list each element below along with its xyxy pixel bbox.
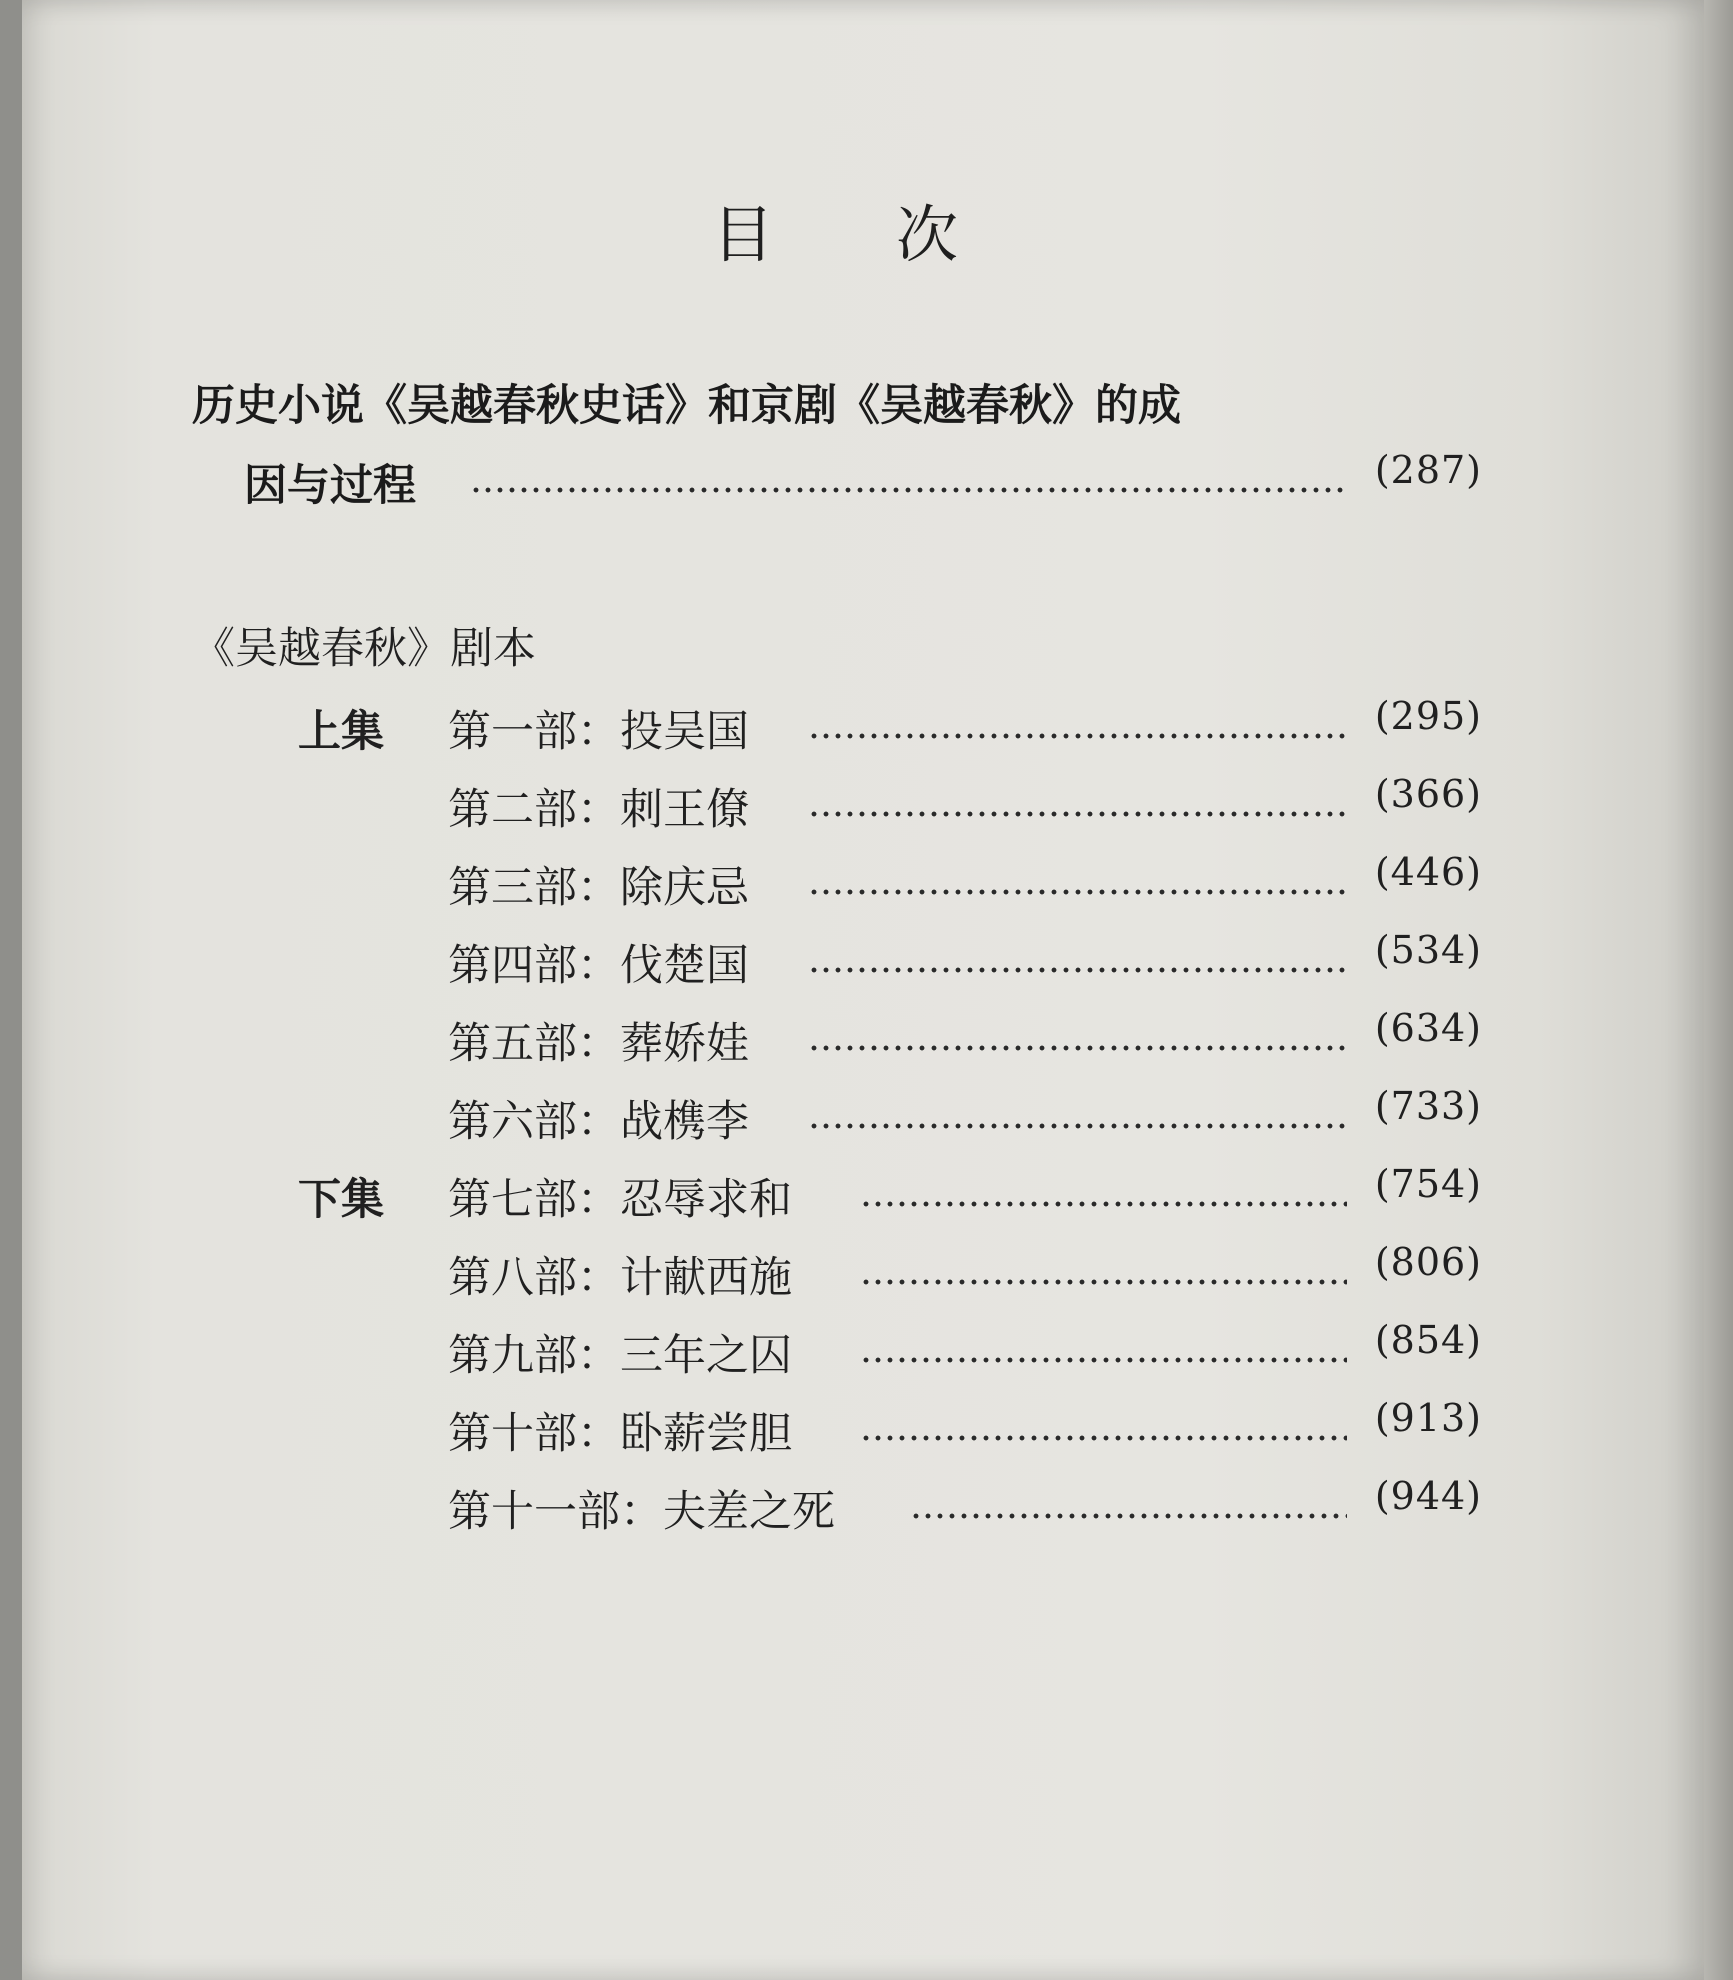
dot-leader: [910, 1512, 1347, 1520]
toc-entry-4: [22, 928, 1482, 996]
toc-entry-9: [22, 1318, 1482, 1386]
page-number: (854): [1374, 1318, 1482, 1362]
page-number: (634): [1374, 1006, 1482, 1050]
essay-title-line-2: 因与过程: [244, 461, 416, 511]
page-number: (806): [1374, 1240, 1482, 1284]
toc-entry-7: [22, 1162, 1482, 1230]
part-title: 第八部：计献西施: [448, 1253, 792, 1303]
volume-label-upper: 上集: [298, 707, 384, 757]
dot-leader: [808, 810, 1347, 818]
part-title: 第九部：三年之囚: [448, 1331, 792, 1381]
dot-leader: [808, 888, 1347, 896]
dot-leader: [808, 732, 1347, 740]
page-number: (733): [1374, 1084, 1482, 1128]
dot-leader: [808, 1122, 1347, 1130]
part-title: 第四部：伐楚国: [448, 941, 749, 991]
toc-entry-2: [22, 772, 1482, 840]
toc-entry-5: [22, 1006, 1482, 1074]
toc-entry-6: [22, 1084, 1482, 1152]
dot-leader: [860, 1200, 1347, 1208]
part-title: 第十一部：夫差之死: [448, 1487, 835, 1537]
title-char-1: 目: [712, 198, 775, 271]
page-number: (366): [1374, 772, 1482, 816]
page-number: (913): [1374, 1396, 1482, 1440]
part-title: 第十部：卧薪尝胆: [448, 1409, 792, 1459]
part-title: 第二部：刺王僚: [448, 785, 749, 835]
dot-leader: [808, 1044, 1347, 1052]
dot-leader: [470, 486, 1347, 494]
dot-leader: [860, 1278, 1347, 1286]
book-page: [22, 0, 1704, 1980]
page-number: (754): [1374, 1162, 1482, 1206]
part-title: 第一部：投吴国: [448, 707, 749, 757]
dot-leader: [808, 966, 1347, 974]
title-char-2: 次: [896, 198, 959, 271]
essay-title-line-1: 历史小说《吴越春秋史话》和京剧《吴越春秋》的成: [192, 381, 1181, 431]
page-number: (287): [1374, 448, 1482, 492]
page-edge-shadow: [1704, 0, 1733, 1980]
volume-label-lower: 下集: [298, 1175, 384, 1225]
part-title: 第三部：除庆忌: [448, 863, 749, 913]
dot-leader: [860, 1434, 1347, 1442]
page-number: (295): [1374, 694, 1482, 738]
toc-entry-3: [22, 850, 1482, 918]
toc-entry-10: [22, 1396, 1482, 1464]
page-title: [712, 185, 958, 274]
page-number: (944): [1374, 1474, 1482, 1518]
part-title: 第五部：葬娇娃: [448, 1019, 749, 1069]
page-number: (534): [1374, 928, 1482, 972]
part-title: 第六部：战槜李: [448, 1097, 749, 1147]
toc-entry-11: [22, 1474, 1482, 1542]
part-title: 第七部：忍辱求和: [448, 1175, 792, 1225]
section-title: 《吴越春秋》剧本: [192, 624, 536, 674]
essay-entry: [22, 448, 1482, 516]
page-number: (446): [1374, 850, 1482, 894]
toc-entry-8: [22, 1240, 1482, 1308]
dot-leader: [860, 1356, 1347, 1364]
toc-entry-1: [22, 694, 1482, 762]
